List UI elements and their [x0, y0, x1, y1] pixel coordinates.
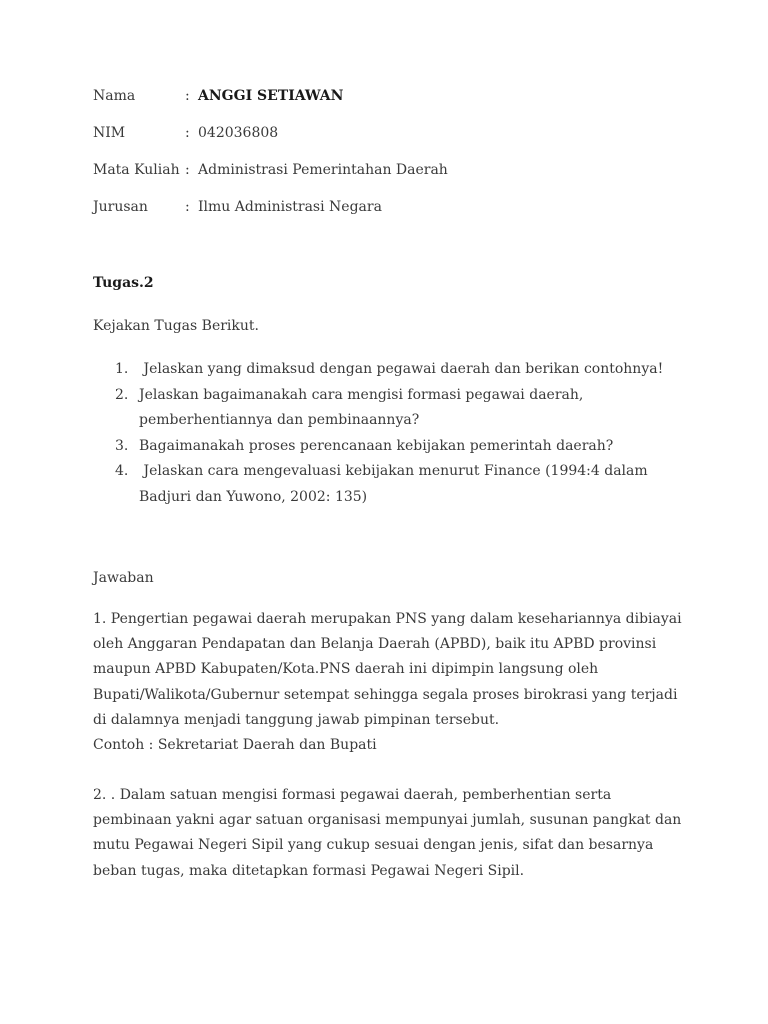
info-colon: : [185, 88, 190, 104]
question-number: 4. [115, 463, 129, 479]
info-row-jurusan [93, 196, 382, 218]
info-label: Jurusan [93, 199, 148, 215]
list-item [93, 434, 693, 460]
question-text: Jelaskan yang dimaksud dengan pegawai daerah dan berikan contohnya! [139, 361, 664, 377]
question-number: 3. [115, 437, 129, 454]
question-number: 1. [115, 361, 129, 377]
answer-1-text: 1. Pengertian pegawai daerah merupakan PNS yang dalam kesehariannya dibiayai oleh Anggaran Pendapatan dan Belanja Daerah (APBD), baik itu APBD provinsi maupun APBD Kabupaten/Kota.PNS daerah ini dipimpin langsung oleh Bupati/Walikota/Gubernur setempat sehingga segala proses birokrasi yang terjadi di dalamnya menjadi tanggung jawab pimpinan tersebut. [93, 611, 682, 728]
question-number: 2. [115, 386, 129, 403]
question-text: Jelaskan bagaimanakah cara mengisi formasi pegawai daerah, pemberhentiannya dan pembinaannya? [139, 386, 584, 428]
info-label: Mata Kuliah [93, 162, 180, 178]
list-item [93, 357, 693, 383]
answer-2-text: 2. . Dalam satuan mengisi formasi pegawai daerah, pemberhentian serta pembinaan yakni agar satuan organisasi mempunyai jumlah, susunan pangkat dan mutu Pegawai Negeri Sipil yang cukup sesuai dengan jenis, sifat dan besarnya beban tugas, maka ditetapkan formasi Pegawai Negeri Sipil. [93, 787, 682, 879]
info-label: NIM [93, 125, 126, 141]
answer-heading: Jawaban [93, 570, 154, 586]
task-instruction: Kejakan Tugas Berikut. [93, 318, 259, 334]
info-row-nama [93, 85, 343, 107]
task-heading: Tugas.2 [93, 275, 154, 291]
answer-1 [93, 607, 683, 758]
list-item [93, 383, 693, 434]
question-text: Bagaimanakah proses perencanaan kebijakan pemerintah daerah? [139, 437, 614, 454]
course-name: Administrasi Pemerintahan Daerah [198, 162, 448, 178]
info-label: Nama [93, 88, 136, 104]
answer-1-example: Contoh : Sekretariat Daerah dan Bupati [93, 737, 377, 754]
department-name: Ilmu Administrasi Negara [198, 199, 382, 215]
list-item [93, 459, 693, 510]
info-colon: : [185, 125, 190, 141]
info-row-mata-kuliah [93, 159, 448, 181]
answer-2 [93, 783, 683, 884]
student-id: 042036808 [198, 125, 279, 141]
info-colon: : [185, 199, 190, 215]
student-name: ANGGI SETIAWAN [198, 88, 344, 104]
question-list [93, 357, 693, 510]
info-colon: : [185, 162, 190, 178]
info-row-nim [93, 122, 278, 144]
question-text: Jelaskan cara mengevaluasi kebijakan menurut Finance (1994:4 dalam Badjuri dan Yuwono, 2002: 135) [139, 463, 653, 505]
